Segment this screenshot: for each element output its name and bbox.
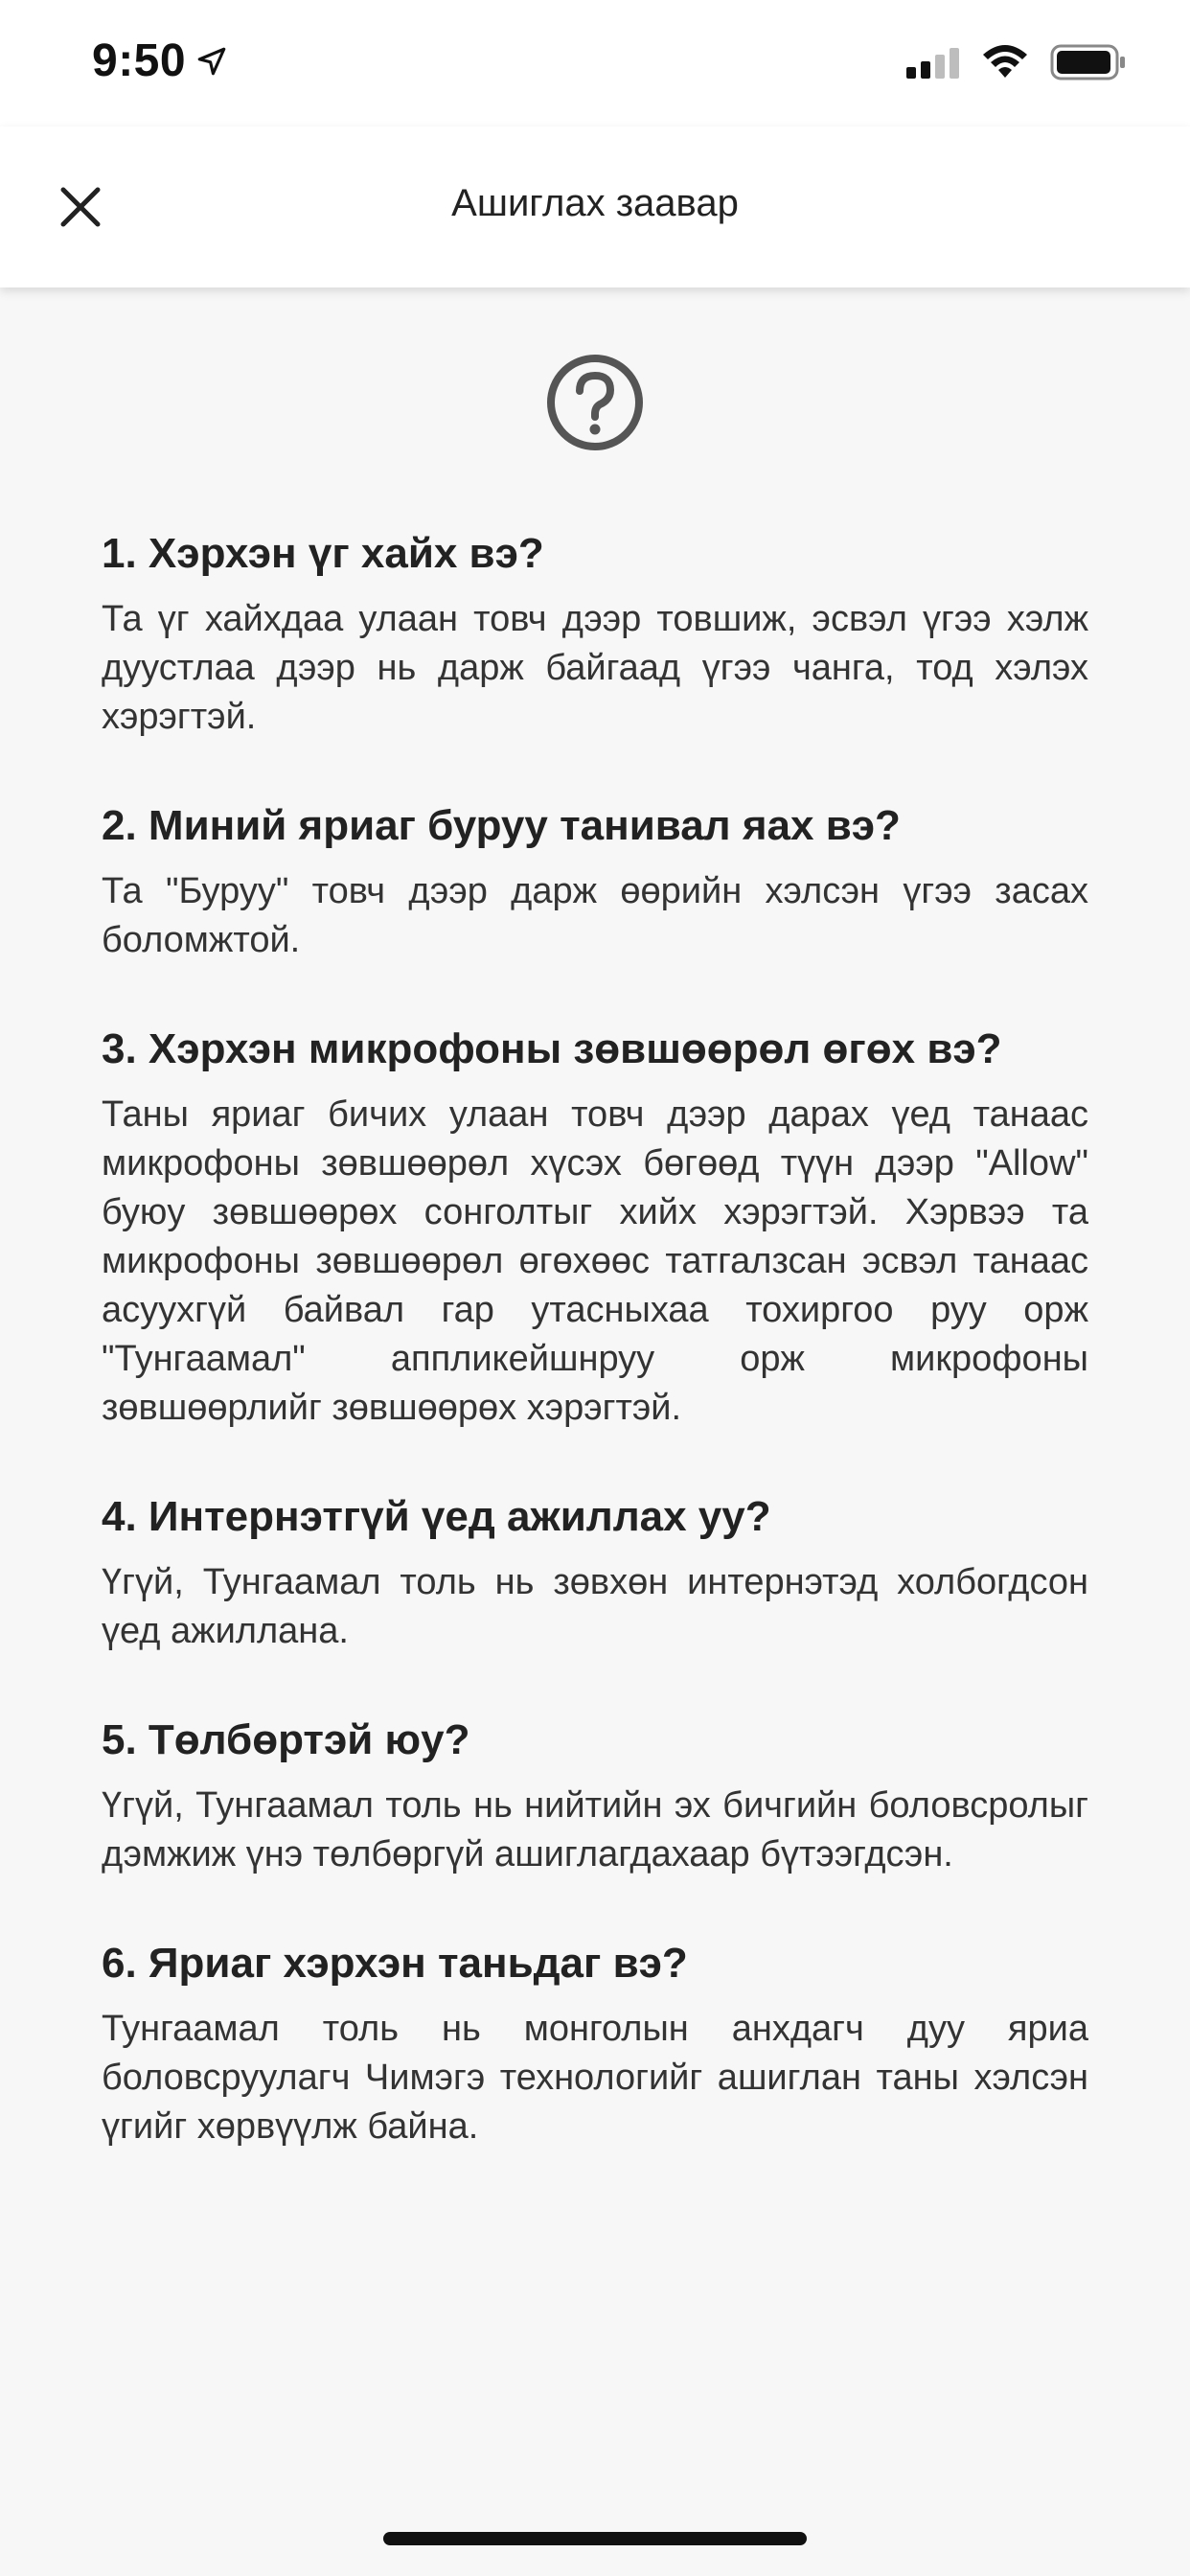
faq-list xyxy=(102,527,1088,2209)
page-title: Ашиглах заавар xyxy=(451,182,739,224)
faq-question: 4. Интернэтгүй үед ажиллах уу? xyxy=(102,1493,771,1540)
faq-answer: Та "Буруу" товч дээр дарж өөрийн хэлсэн үгээ засах боломжтой. xyxy=(102,871,1088,960)
faq-item xyxy=(102,799,1088,965)
faq-answer: Тунгаамал толь нь монголын анхдагч дуу яриа боловсруулагч Чимэгэ технологийг ашиглан таны хэлсэн үгийг хөрвүүлж байна. xyxy=(102,2009,1088,2147)
navigation-header xyxy=(0,126,1190,288)
status-bar xyxy=(0,0,1190,126)
status-time xyxy=(92,34,228,87)
faq-question: 5. Төлбөртэй юу? xyxy=(102,1716,470,1763)
faq-item xyxy=(102,1937,1088,2151)
status-time-text: 9:50 xyxy=(92,35,187,86)
faq-item xyxy=(102,527,1088,742)
faq-answer: Таны яриаг бичих улаан товч дээр дарах үед танаас микрофоны зөвшөөрөл хүсэх бөгөөд түүн дээр "Allow" буюу зөвшөөрөх сонголтыг хийх хэрэгтэй. Хэрвээ та микрофоны зөвшөөрөл өгөхөөс татгалзсан эсвэл танаас асуухгүй байвал гар утасныхаа тохиргоо руу орж "Тунгаамал" аппликейшнруу орж микрофоны зөвшөөрлийг зөвшөөрөх хэрэгтэй. xyxy=(102,1094,1088,1428)
faq-item xyxy=(102,1490,1088,1656)
faq-question: 1. Хэрхэн үг хайх вэ? xyxy=(102,530,544,577)
home-indicator[interactable] xyxy=(383,2532,807,2545)
cellular-signal-icon xyxy=(906,46,960,79)
faq-question: 6. Яриаг хэрхэн таньдаг вэ? xyxy=(102,1940,688,1987)
faq-item xyxy=(102,1023,1088,1433)
faq-question: 2. Миний яриаг буруу танивал яах вэ? xyxy=(102,802,901,849)
faq-answer: Үгүй, Тунгаамал толь нь нийтийн эх бичгийн боловсролыг дэмжиж үнэ төлбөргүй ашиглагдахаар бүтээгдсэн. xyxy=(102,1785,1088,1874)
question-circle-icon xyxy=(545,353,645,452)
wifi-icon xyxy=(981,45,1029,80)
help-content[interactable] xyxy=(0,288,1190,2576)
battery-icon xyxy=(1050,44,1127,80)
location-arrow-icon xyxy=(195,45,228,78)
faq-item xyxy=(102,1714,1088,1879)
faq-answer: Үгүй, Тунгаамал толь нь зөвхөн интернэтэд холбогдсон үед ажиллана. xyxy=(102,1562,1088,1651)
status-icons xyxy=(906,44,1127,80)
faq-question: 3. Хэрхэн микрофоны зөвшөөрөл өгөх вэ? xyxy=(102,1025,1002,1072)
faq-answer: Та үг хайхдаа улаан товч дээр товшиж, эсвэл үгээ хэлж дуустлаа дээр нь дарж байгаад үгээ чанга, тод хэлэх хэрэгтэй. xyxy=(102,599,1088,737)
